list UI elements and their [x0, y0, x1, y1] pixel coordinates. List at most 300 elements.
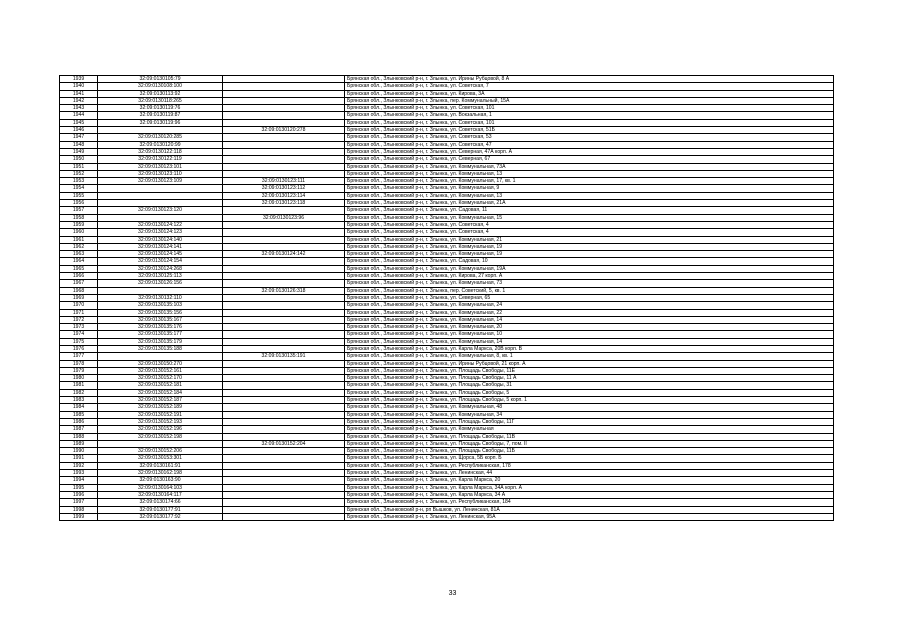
- cadastral-number-cell: 32:09:0130135:156: [98, 309, 223, 316]
- related-number-cell: [223, 294, 345, 301]
- cadastral-number-cell: 32:09:0130132:110: [98, 294, 223, 301]
- address-cell: Брянская обл., Злынковский р-н, г. Злынка, ул. Вокзальная, 1: [345, 112, 834, 119]
- row-index-cell: 1995: [60, 484, 98, 491]
- address-cell: Брянская обл., Злынковский р-н, г. Злынка, ул. Советская, 101: [345, 119, 834, 126]
- address-cell: Брянская обл., Злынковский р-н, г. Злынка, ул. Северная, 65: [345, 294, 834, 301]
- table-row: [60, 360, 834, 367]
- related-number-cell: [223, 338, 345, 345]
- registry-table: [59, 75, 834, 521]
- table-row: [60, 192, 834, 199]
- cadastral-number-cell: 32:09:0130150:270: [98, 360, 223, 367]
- address-cell: Брянская обл., Злынковский р-н, г. Злынка, ул. Коммунальная: [345, 426, 834, 433]
- address-cell: Брянская обл., Злынковский р-н, г. Злынка, ул. Северная, 67: [345, 156, 834, 163]
- cadastral-number-cell: 32:09:0130124:154: [98, 258, 223, 265]
- cadastral-number-cell: 32:09:0130120:285: [98, 134, 223, 141]
- table-row: [60, 97, 834, 104]
- address-cell: Брянская обл., Злынковский р-н, г. Злынка, ул. Коммунальная, 20: [345, 324, 834, 331]
- row-index-cell: 1956: [60, 200, 98, 207]
- row-index-cell: 1952: [60, 170, 98, 177]
- related-number-cell: [223, 148, 345, 155]
- row-index-cell: 1987: [60, 426, 98, 433]
- related-number-cell: 32:09:0130126:318: [223, 287, 345, 294]
- table-row: [60, 280, 834, 287]
- related-number-cell: [223, 156, 345, 163]
- table-row: [60, 484, 834, 491]
- table-row: [60, 90, 834, 97]
- cadastral-number-cell: 32:09:0130152:184: [98, 389, 223, 396]
- address-cell: Брянская обл., Злынковский р-н, г. Злынка, ул. Коммунальная, 19А: [345, 265, 834, 272]
- related-number-cell: [223, 324, 345, 331]
- table-row: [60, 345, 834, 352]
- cadastral-number-cell: 32:09:0130153:301: [98, 455, 223, 462]
- row-index-cell: 1942: [60, 97, 98, 104]
- related-number-cell: [223, 389, 345, 396]
- address-cell: Брянская обл., Злынковский р-н, г. Злынка, ул. Советская, 51Б: [345, 127, 834, 134]
- related-number-cell: [223, 170, 345, 177]
- table-row: [60, 207, 834, 214]
- row-index-cell: 1957: [60, 207, 98, 214]
- related-number-cell: [223, 404, 345, 411]
- table-row: [60, 418, 834, 425]
- table-row: [60, 265, 834, 272]
- row-index-cell: 1968: [60, 287, 98, 294]
- page-number: 33: [448, 590, 457, 597]
- address-cell: Брянская обл., Злынковский р-н, г. Злынка, ул. Коммунальная, 24: [345, 302, 834, 309]
- cadastral-number-cell: 32:09:0130177:92: [98, 513, 223, 520]
- cadastral-number-cell: 32:09:0130124:268: [98, 265, 223, 272]
- address-cell: Брянская обл., Злынковский р-н, г. Злынка, ул. Площадь Свободы, 11В: [345, 433, 834, 440]
- cadastral-number-cell: 32:09:0130135:103: [98, 302, 223, 309]
- related-number-cell: 32:09:0130135:191: [223, 353, 345, 360]
- table-row: [60, 455, 834, 462]
- table-row: [60, 127, 834, 134]
- related-number-cell: [223, 141, 345, 148]
- cadastral-number-cell: 32:09:0130119:76: [98, 105, 223, 112]
- related-number-cell: [223, 207, 345, 214]
- cadastral-number-cell: 32:09:0130123:101: [98, 163, 223, 170]
- table-row: [60, 251, 834, 258]
- row-index-cell: 1959: [60, 221, 98, 228]
- cadastral-number-cell: 32:09:0130124:141: [98, 243, 223, 250]
- cadastral-number-cell: 32:09:0130164:117: [98, 491, 223, 498]
- table-row: [60, 440, 834, 447]
- related-number-cell: [223, 331, 345, 338]
- table-row: [60, 163, 834, 170]
- cadastral-number-cell: 32:09:0130135:176: [98, 324, 223, 331]
- related-number-cell: 32:09:0130123:112: [223, 185, 345, 192]
- address-cell: Брянская обл., Злынковский р-н, г. Злынка, ул. Кирова, 27 корп. А: [345, 273, 834, 280]
- cadastral-number-cell: 32:09:0130125:113: [98, 273, 223, 280]
- related-number-cell: [223, 309, 345, 316]
- cadastral-number-cell: 32:09:0130163:90: [98, 477, 223, 484]
- cadastral-number-cell: 32:09:0130152:189: [98, 404, 223, 411]
- cadastral-number-cell: 32:09:0130124:122: [98, 221, 223, 228]
- related-number-cell: [223, 411, 345, 418]
- row-index-cell: 1979: [60, 367, 98, 374]
- related-number-cell: [223, 97, 345, 104]
- cadastral-number-cell: 32:09:0130152:181: [98, 382, 223, 389]
- table-row: [60, 338, 834, 345]
- address-cell: Брянская обл., Злынковский р-н, г. Злынка, ул. Карла Маркса, 34 А: [345, 491, 834, 498]
- address-cell: Брянская обл., Злынковский р-н, г. Злынка, ул. Советская, 53: [345, 134, 834, 141]
- table-row: [60, 309, 834, 316]
- table-row: [60, 353, 834, 360]
- row-index-cell: 1948: [60, 141, 98, 148]
- related-number-cell: [223, 236, 345, 243]
- related-number-cell: [223, 221, 345, 228]
- table-row: [60, 112, 834, 119]
- table-row: [60, 294, 834, 301]
- row-index-cell: 1974: [60, 331, 98, 338]
- row-index-cell: 1963: [60, 251, 98, 258]
- cadastral-number-cell: 32:09:0130152:198: [98, 433, 223, 440]
- row-index-cell: 1958: [60, 214, 98, 221]
- address-cell: Брянская обл., Злынковский р-н, г. Злынка, ул. Карла Маркса, 20: [345, 477, 834, 484]
- related-number-cell: [223, 258, 345, 265]
- related-number-cell: 32:09:0130120:278: [223, 127, 345, 134]
- row-index-cell: 1983: [60, 397, 98, 404]
- related-number-cell: [223, 367, 345, 374]
- row-index-cell: 1965: [60, 265, 98, 272]
- related-number-cell: [223, 105, 345, 112]
- cadastral-number-cell: 32:09:0130162:198: [98, 470, 223, 477]
- table-row: [60, 491, 834, 498]
- row-index-cell: 1985: [60, 411, 98, 418]
- row-index-cell: 1978: [60, 360, 98, 367]
- row-index-cell: 1949: [60, 148, 98, 155]
- address-cell: Брянская обл., Злынковский р-н, г. Злынка, ул. Коммунальная, 19: [345, 251, 834, 258]
- related-number-cell: [223, 76, 345, 83]
- row-index-cell: 1982: [60, 389, 98, 396]
- address-cell: Брянская обл., Злынковский р-н, г. Злынка, ул. Садовая, 10: [345, 258, 834, 265]
- table-row: [60, 287, 834, 294]
- cadastral-number-cell: 32:09:0130123:120: [98, 207, 223, 214]
- address-cell: Брянская обл., Злынковский р-н, г. Злынка, ул. Республиканская, 178: [345, 462, 834, 469]
- cadastral-number-cell: 32:09:0130177:91: [98, 506, 223, 513]
- cadastral-number-cell: [98, 200, 223, 207]
- cadastral-number-cell: 32:09:0130135:188: [98, 345, 223, 352]
- cadastral-number-cell: 32:09:0130161:91: [98, 462, 223, 469]
- row-index-cell: 1954: [60, 185, 98, 192]
- table-row: [60, 170, 834, 177]
- row-index-cell: 1950: [60, 156, 98, 163]
- row-index-cell: 1977: [60, 353, 98, 360]
- related-number-cell: [223, 83, 345, 90]
- cadastral-number-cell: 32:09:0130152:206: [98, 448, 223, 455]
- related-number-cell: [223, 119, 345, 126]
- related-number-cell: [223, 499, 345, 506]
- cadastral-number-cell: 32:09:0130152:187: [98, 397, 223, 404]
- table-row: [60, 506, 834, 513]
- related-number-cell: [223, 265, 345, 272]
- row-index-cell: 1970: [60, 302, 98, 309]
- cadastral-number-cell: 32:09:0130122:118: [98, 148, 223, 155]
- cadastral-number-cell: 32:09:0130135:177: [98, 331, 223, 338]
- table-row: [60, 513, 834, 520]
- address-cell: Брянская обл., Злынковский р-н, г. Злынка, ул. Коммунальная, 73: [345, 280, 834, 287]
- cadastral-number-cell: [98, 353, 223, 360]
- related-number-cell: 32:09:0130123:118: [223, 200, 345, 207]
- cadastral-number-cell: 32:09:0130119:96: [98, 119, 223, 126]
- address-cell: Брянская обл., Злынковский р-н, г. Злынка, ул. Северная, 47А корп. А: [345, 148, 834, 155]
- cadastral-number-cell: [98, 287, 223, 294]
- cadastral-number-cell: 32:09:0130152:170: [98, 375, 223, 382]
- table-row: [60, 200, 834, 207]
- table-row: [60, 141, 834, 148]
- address-cell: Брянская обл., Злынковский р-н, г. Злынка, ул. Коммунальная, 22: [345, 309, 834, 316]
- related-number-cell: [223, 382, 345, 389]
- address-cell: Брянская обл., Злынковский р-н, г. Злынка, ул. Советская, 47: [345, 141, 834, 148]
- row-index-cell: 1981: [60, 382, 98, 389]
- related-number-cell: [223, 134, 345, 141]
- related-number-cell: [223, 280, 345, 287]
- address-cell: Брянская обл., Злынковский р-н, г. Злынка, ул. Коммунальная, 9: [345, 185, 834, 192]
- address-cell: Брянская обл., Злынковский р-н, г. Злынка, ул. Площадь Свободы, 5: [345, 389, 834, 396]
- address-cell: Брянская обл., Злынковский р-н, г. Злынка, ул. Щорса, 5Б корп. Б: [345, 455, 834, 462]
- address-cell: Брянская обл., Злынковский р-н, г. Злынка, ул. Советская, 4: [345, 229, 834, 236]
- address-cell: Брянская обл., Злынковский р-н, г. Злынка, ул. Площадь Свободы, 11 А: [345, 375, 834, 382]
- table-row: [60, 119, 834, 126]
- table-row: [60, 316, 834, 323]
- cadastral-number-cell: 32:09:0130123:109: [98, 178, 223, 185]
- table-row: [60, 185, 834, 192]
- address-cell: Брянская обл., Злынковский р-н, г. Злынка, ул. Площадь Свободы, 11Б: [345, 448, 834, 455]
- address-cell: Брянская обл., Злынковский р-н, г. Злынка, ул. Коммунальная, 48: [345, 404, 834, 411]
- table-row: [60, 470, 834, 477]
- cadastral-number-cell: 32:09:0130113:92: [98, 90, 223, 97]
- related-number-cell: [223, 513, 345, 520]
- table-row: [60, 229, 834, 236]
- cadastral-number-cell: 32:09:0130164:103: [98, 484, 223, 491]
- address-cell: Брянская обл., Злынковский р-н, г. Злынка, ул. Площадь Свободы, 5 корп. 1: [345, 397, 834, 404]
- address-cell: Брянская обл., Злынковский р-н, г. Злынка, пер. Коммунальный, 15А: [345, 97, 834, 104]
- table-row: [60, 397, 834, 404]
- cadastral-number-cell: 32:09:0130108:100: [98, 83, 223, 90]
- row-index-cell: 1967: [60, 280, 98, 287]
- table-row: [60, 243, 834, 250]
- table-row: [60, 448, 834, 455]
- row-index-cell: 1999: [60, 513, 98, 520]
- row-index-cell: 1975: [60, 338, 98, 345]
- address-cell: Брянская обл., Злынковский р-н, г. Злынка, ул. Площадь Свободы, 7, пом. II: [345, 440, 834, 447]
- row-index-cell: 1991: [60, 455, 98, 462]
- cadastral-number-cell: 32:09:0130123:110: [98, 170, 223, 177]
- related-number-cell: [223, 433, 345, 440]
- cadastral-number-cell: 32:09:0130124:145: [98, 251, 223, 258]
- row-index-cell: 1945: [60, 119, 98, 126]
- row-index-cell: 1946: [60, 127, 98, 134]
- cadastral-number-cell: 32:09:0130126:156: [98, 280, 223, 287]
- table-row: [60, 462, 834, 469]
- table-row: [60, 214, 834, 221]
- table-row: [60, 134, 834, 141]
- table-row: [60, 375, 834, 382]
- cadastral-number-cell: 32:09:0130120:99: [98, 141, 223, 148]
- row-index-cell: 1984: [60, 404, 98, 411]
- cadastral-number-cell: 32:09:0130174:66: [98, 499, 223, 506]
- cadastral-number-cell: 32:09:0130152:196: [98, 426, 223, 433]
- row-index-cell: 1955: [60, 192, 98, 199]
- address-cell: Брянская обл., Злынковский р-н, г. Злынка, ул. Коммунальная, 13: [345, 192, 834, 199]
- table-row: [60, 367, 834, 374]
- related-number-cell: 32:09:0130123:114: [223, 192, 345, 199]
- related-number-cell: [223, 112, 345, 119]
- row-index-cell: 1972: [60, 316, 98, 323]
- related-number-cell: 32:09:0130123:111: [223, 178, 345, 185]
- address-cell: Брянская обл., Злынковский р-н, г. Злынка, ул. Площадь Свободы, 11Г: [345, 418, 834, 425]
- row-index-cell: 1973: [60, 324, 98, 331]
- cadastral-number-cell: 32:09:0130135:179: [98, 338, 223, 345]
- related-number-cell: [223, 506, 345, 513]
- cadastral-number-cell: 32:09:0130152:191: [98, 411, 223, 418]
- address-cell: Брянская обл., Злынковский р-н, г. Злынка, ул. Коммунальная, 8, кв. 1: [345, 353, 834, 360]
- related-number-cell: [223, 484, 345, 491]
- related-number-cell: [223, 455, 345, 462]
- table-row: [60, 331, 834, 338]
- address-cell: Брянская обл., Злынковский р-н, г. Злынка, ул. Коммунальная, 19: [345, 243, 834, 250]
- related-number-cell: [223, 477, 345, 484]
- related-number-cell: [223, 345, 345, 352]
- address-cell: Брянская обл., Злынковский р-н, г. Злынка, ул. Коммунальная, 15: [345, 214, 834, 221]
- table-row: [60, 273, 834, 280]
- address-cell: Брянская обл., Злынковский р-н, г. Злынка, ул. Коммунальная, 34: [345, 411, 834, 418]
- address-cell: Брянская обл., Злынковский р-н, г. Злынка, ул. Коммунальная, 14: [345, 316, 834, 323]
- row-index-cell: 1966: [60, 273, 98, 280]
- cadastral-number-cell: 32:09:0130124:123: [98, 229, 223, 236]
- table-row: [60, 236, 834, 243]
- table-row: [60, 324, 834, 331]
- row-index-cell: 1947: [60, 134, 98, 141]
- table-row: [60, 258, 834, 265]
- related-number-cell: [223, 316, 345, 323]
- row-index-cell: 1969: [60, 294, 98, 301]
- related-number-cell: [223, 360, 345, 367]
- cadastral-number-cell: [98, 192, 223, 199]
- address-cell: Брянская обл., Злынковский р-н, г. Злынка, ул. Коммунальная, 21: [345, 236, 834, 243]
- address-cell: Брянская обл., Злынковский р-н, г. Злынка, ул. Ирины Рубцовой, 8 А: [345, 76, 834, 83]
- related-number-cell: [223, 462, 345, 469]
- table-row: [60, 83, 834, 90]
- cadastral-number-cell: 32:09:0130152:161: [98, 367, 223, 374]
- address-cell: Брянская обл., Злынковский р-н, г. Злынка, ул. Коммунальная, 10: [345, 331, 834, 338]
- row-index-cell: 1941: [60, 90, 98, 97]
- related-number-cell: 32:09:0130152:204: [223, 440, 345, 447]
- table-row: [60, 499, 834, 506]
- address-cell: Брянская обл., Злынковский р-н, г. Злынка, ул. Карла Маркса, 34А корп. А: [345, 484, 834, 491]
- row-index-cell: 1988: [60, 433, 98, 440]
- table-row: [60, 404, 834, 411]
- row-index-cell: 1951: [60, 163, 98, 170]
- related-number-cell: [223, 163, 345, 170]
- related-number-cell: [223, 491, 345, 498]
- address-cell: Брянская обл., Злынковский р-н, г. Злынка, ул. Ленинская, 44: [345, 470, 834, 477]
- related-number-cell: 32:09:0130123:96: [223, 214, 345, 221]
- address-cell: Брянская обл., Злынковский р-н, г. Злынка, ул. Ленинская, 95А: [345, 513, 834, 520]
- row-index-cell: 1953: [60, 178, 98, 185]
- row-index-cell: 1992: [60, 462, 98, 469]
- related-number-cell: 32:09:0130124:142: [223, 251, 345, 258]
- row-index-cell: 1962: [60, 243, 98, 250]
- row-index-cell: 1989: [60, 440, 98, 447]
- cadastral-number-cell: 32:09:0130118:265: [98, 97, 223, 104]
- row-index-cell: 1960: [60, 229, 98, 236]
- row-index-cell: 1997: [60, 499, 98, 506]
- table-row: [60, 477, 834, 484]
- row-index-cell: 1939: [60, 76, 98, 83]
- table-row: [60, 411, 834, 418]
- address-cell: Брянская обл., Злынковский р-н, г. Злынка, ул. Садовая, 11: [345, 207, 834, 214]
- row-index-cell: 1940: [60, 83, 98, 90]
- row-index-cell: 1976: [60, 345, 98, 352]
- address-cell: Брянская обл., Злынковский р-н, г. Злынка, ул. Коммунальная, 14: [345, 338, 834, 345]
- address-cell: Брянская обл., Злынковский р-н, г. Злынка, ул. Коммунальная, 73А: [345, 163, 834, 170]
- address-cell: Брянская обл., Злынковский р-н, г. Злынка, ул. Коммунальная, 17, кв. 1: [345, 178, 834, 185]
- table-row: [60, 389, 834, 396]
- table-row: [60, 156, 834, 163]
- address-cell: Брянская обл., Злынковский р-н, г. Злынка, ул. Карла Маркса, 20В корп. В: [345, 345, 834, 352]
- related-number-cell: [223, 90, 345, 97]
- table-row: [60, 148, 834, 155]
- address-cell: Брянская обл., Злынковский р-н, г. Злынка, ул. Площадь Свободы, 31: [345, 382, 834, 389]
- table-row: [60, 426, 834, 433]
- table-row: [60, 382, 834, 389]
- row-index-cell: 1993: [60, 470, 98, 477]
- cadastral-number-cell: [98, 127, 223, 134]
- related-number-cell: [223, 273, 345, 280]
- table-row: [60, 433, 834, 440]
- row-index-cell: 1986: [60, 418, 98, 425]
- row-index-cell: 1964: [60, 258, 98, 265]
- row-index-cell: 1961: [60, 236, 98, 243]
- row-index-cell: 1944: [60, 112, 98, 119]
- row-index-cell: 1943: [60, 105, 98, 112]
- cadastral-number-cell: [98, 440, 223, 447]
- address-cell: Брянская обл., Злынковский р-н, г. Злынка, ул. Советская, 4: [345, 221, 834, 228]
- registry-table-body: [60, 76, 834, 521]
- cadastral-number-cell: [98, 214, 223, 221]
- row-index-cell: 1971: [60, 309, 98, 316]
- cadastral-number-cell: 32:09:0130135:167: [98, 316, 223, 323]
- related-number-cell: [223, 375, 345, 382]
- row-index-cell: 1990: [60, 448, 98, 455]
- address-cell: Брянская обл., Злынковский р-н, рп Вышков, ул. Ленинская, 81А: [345, 506, 834, 513]
- address-cell: Брянская обл., Злынковский р-н, г. Злынка, ул. Коммунальная, 13: [345, 170, 834, 177]
- cadastral-number-cell: [98, 185, 223, 192]
- row-index-cell: 1998: [60, 506, 98, 513]
- related-number-cell: [223, 229, 345, 236]
- related-number-cell: [223, 470, 345, 477]
- table-row: [60, 178, 834, 185]
- related-number-cell: [223, 302, 345, 309]
- address-cell: Брянская обл., Злынковский р-н, г. Злынка, ул. Ирины Рубцовой, 21 корп. А: [345, 360, 834, 367]
- cadastral-number-cell: 32:09:0130124:140: [98, 236, 223, 243]
- address-cell: Брянская обл., Злынковский р-н, г. Злынка, ул. Площадь Свободы, 11Е: [345, 367, 834, 374]
- related-number-cell: [223, 426, 345, 433]
- cadastral-number-cell: 32:09:0130105:79: [98, 76, 223, 83]
- address-cell: Брянская обл., Злынковский р-н, г. Злынка, пер. Советский, 5, кв. 1: [345, 287, 834, 294]
- row-index-cell: 1980: [60, 375, 98, 382]
- related-number-cell: [223, 418, 345, 425]
- address-cell: Брянская обл., Злынковский р-н, г. Злынка, ул. Коммунальная, 21А: [345, 200, 834, 207]
- table-row: [60, 302, 834, 309]
- related-number-cell: [223, 397, 345, 404]
- row-index-cell: 1996: [60, 491, 98, 498]
- address-cell: Брянская обл., Злынковский р-н, г. Злынка, ул. Кирова, 3А: [345, 90, 834, 97]
- table-row: [60, 76, 834, 83]
- row-index-cell: 1994: [60, 477, 98, 484]
- table-row: [60, 105, 834, 112]
- cadastral-number-cell: 32:09:0130152:193: [98, 418, 223, 425]
